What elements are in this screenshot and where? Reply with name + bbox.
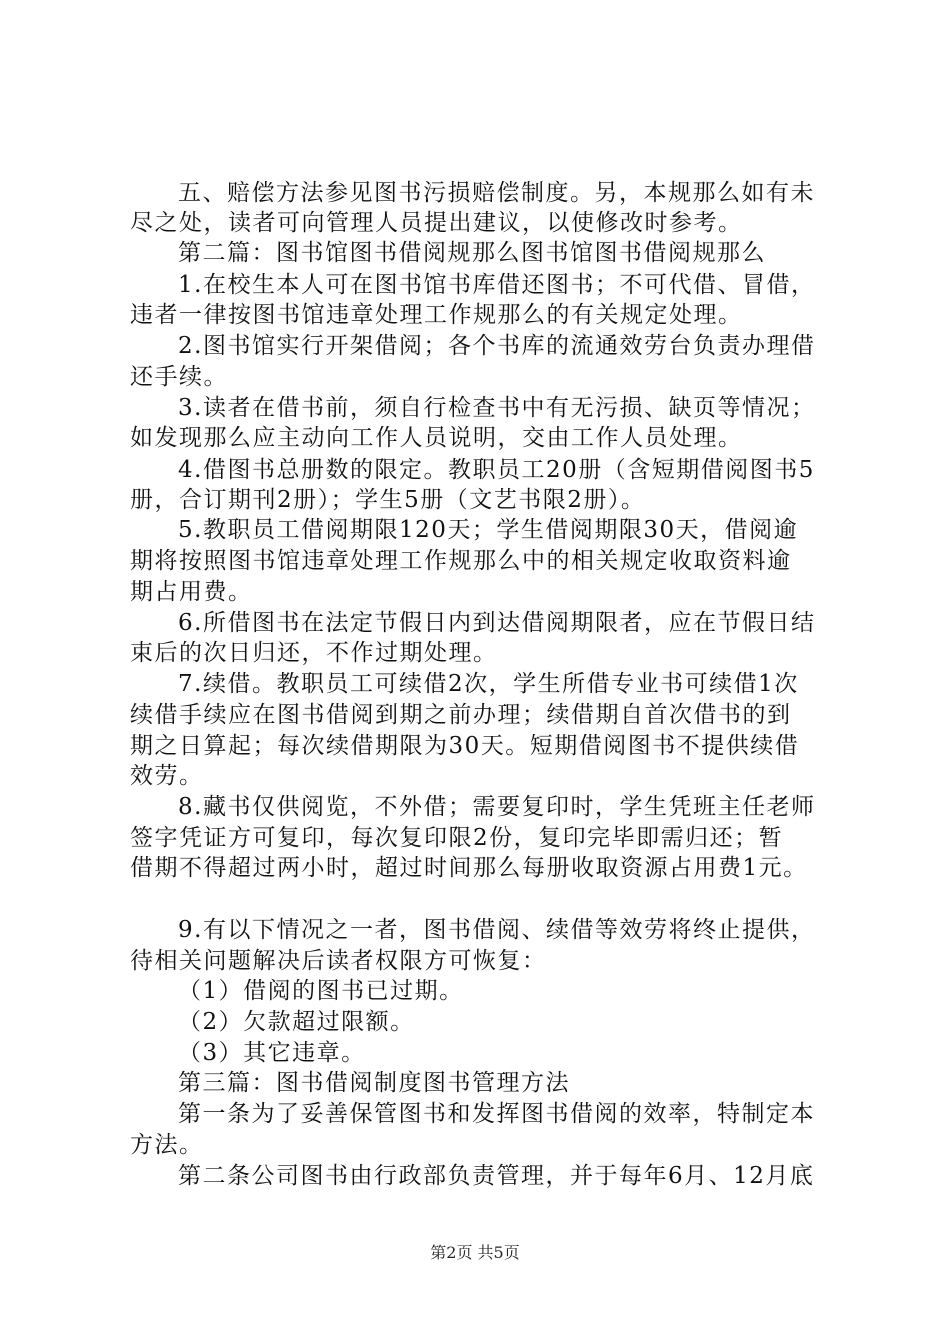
text-line: 续借手续应在图书借阅到期之前办理；续借期自首次借书的到 xyxy=(130,702,792,728)
text-line: 9.有以下情况之一者，图书借阅、续借等效劳将终止提供， xyxy=(178,917,816,943)
text-line: 3.读者在借书前，须自行检查书中有无污损、缺页等情况； xyxy=(178,395,816,421)
text-line: 期占用费。 xyxy=(130,579,253,605)
list-item: （1）借阅的图书已过期。 xyxy=(178,978,464,1004)
text-line: 期之日算起；每次续借期限为30天。短期借阅图书不提供续借 xyxy=(130,733,800,759)
text-line: 1.在校生本人可在图书馆书库借还图书；不可代借、冒借， xyxy=(178,272,816,298)
text-line: 签字凭证方可复印，每次复印限2份，复印完毕即需归还；暂 xyxy=(130,825,784,851)
text-line: 违者一律按图书馆违章处理工作规那么的有关规定处理。 xyxy=(130,302,743,328)
text-line: 第一条为了妥善保管图书和发挥图书借阅的效率，特制定本 xyxy=(178,1101,815,1127)
text-line: 借期不得超过两小时，超过时间那么每册收取资源占用费1元。 xyxy=(130,855,808,881)
text-line: 尽之处，读者可向管理人员提出建议，以使修改时参考。 xyxy=(130,210,743,236)
text-line: 待相关问题解决后读者权限方可恢复： xyxy=(130,948,547,974)
text-line: 方法。 xyxy=(130,1132,204,1158)
text-line: 7.续借。教职员工可续借2次，学生所借专业书可续借1次 xyxy=(178,671,799,697)
text-line: 册，合订期刊2册）；学生5册（文艺书限2册）。 xyxy=(130,487,646,513)
list-item: （2）欠款超过限额。 xyxy=(178,1009,415,1035)
text-line: 第二条公司图书由行政部负责管理，并于每年6月、12月底 xyxy=(178,1163,815,1189)
text-line: 2.图书馆实行开架借阅；各个书库的流通效劳台负责办理借 xyxy=(178,333,816,359)
text-line: 如发现那么应主动向工作人员说明，交由工作人员处理。 xyxy=(130,425,743,451)
text-line: 五、赔偿方法参见图书污损赔偿制度。另，本规那么如有未 xyxy=(178,180,815,206)
section-heading: 第三篇：图书借阅制度图书管理方法 xyxy=(178,1070,570,1096)
list-item: （3）其它违章。 xyxy=(178,1040,366,1066)
page-number: 第2页 共5页 xyxy=(430,1243,520,1262)
text-line: 效劳。 xyxy=(130,763,204,789)
text-line: 束后的次日归还，不作过期处理。 xyxy=(130,640,498,666)
text-line: 还手续。 xyxy=(130,364,228,390)
text-line: 期将按照图书馆违章处理工作规那么中的相关规定收取资料逾 xyxy=(130,548,792,574)
text-line: 4.借图书总册数的限定。教职员工20册（含短期借阅图书5 xyxy=(178,457,815,483)
text-line: 5.教职员工借阅期限120天；学生借阅期限30天，借阅逾 xyxy=(178,517,799,543)
text-line: 6.所借图书在法定节假日内到达借阅期限者，应在节假日结 xyxy=(178,610,816,636)
section-heading: 第二篇：图书馆图书借阅规那么图书馆图书借阅规那么 xyxy=(178,240,766,266)
text-line: 8.藏书仅供阅览，不外借；需要复印时，学生凭班主任老师 xyxy=(178,794,816,820)
